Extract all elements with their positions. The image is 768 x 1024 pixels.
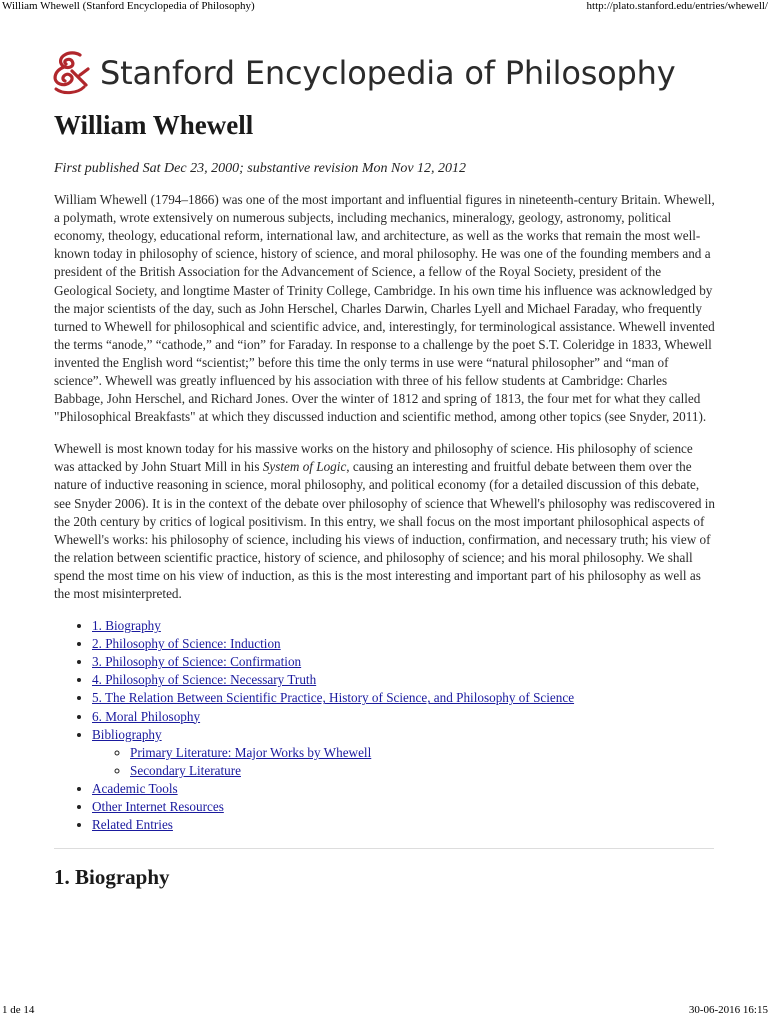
toc-item	[92, 798, 716, 816]
toc-link-other-resources[interactable]: Other Internet Resources	[92, 799, 224, 815]
toc-item	[92, 671, 716, 689]
section-heading-biography: 1. Biography	[54, 865, 170, 890]
entry-title: William Whewell	[54, 110, 254, 140]
toc-link-biography[interactable]: 1. Biography	[92, 618, 161, 634]
toc-link-bibliography[interactable]: Bibliography	[92, 726, 162, 742]
toc-item	[92, 708, 716, 726]
toc-item	[92, 653, 716, 671]
print-footer	[0, 1004, 768, 1020]
toc-item	[92, 726, 716, 780]
sep-logo-icon[interactable]	[50, 51, 92, 95]
toc-subitem	[130, 744, 716, 762]
section-divider	[54, 848, 714, 849]
preamble-paragraph-2	[54, 440, 716, 603]
toc-item	[92, 689, 716, 707]
toc-link-necessary-truth[interactable]: 4. Philosophy of Science: Necessary Truth	[92, 672, 317, 688]
toc-link-secondary-literature[interactable]: Secondary Literature	[130, 762, 241, 778]
toc-item	[92, 816, 716, 834]
toc-item	[92, 780, 716, 798]
publication-info: First published Sat Dec 23, 2000; substantive revision Mon Nov 12, 2012	[54, 161, 467, 177]
toc-link-related-entries[interactable]: Related Entries	[92, 817, 173, 833]
print-header-title: William Whewell (Stanford Encyclopedia of Philosophy)	[2, 0, 255, 12]
toc-link-relation[interactable]: 5. The Relation Between Scientific Practice, History of Science, and Philosophy of Science	[92, 690, 575, 706]
print-header-url: http://plato.stanford.edu/entries/whewell/	[586, 0, 768, 12]
toc-link-primary-literature[interactable]: Primary Literature: Major Works by Whewell	[130, 744, 372, 760]
site-header[interactable]	[50, 48, 676, 98]
print-footer-datetime: 30-06-2016 16:15	[688, 1004, 768, 1016]
toc-subitem	[130, 762, 716, 780]
book-title-system-of-logic: System of Logic	[262, 459, 347, 475]
toc-link-academic-tools[interactable]: Academic Tools	[92, 780, 178, 796]
site-name[interactable]: Stanford Encyclopedia of Philosophy	[100, 54, 676, 92]
para2-text-before: Whewell is most known today for his massive works on the history and philosophy of science. His philosophy of science was attacked by John Stuart Mill in his	[54, 441, 693, 475]
print-header	[0, 0, 768, 16]
toc-link-induction[interactable]: 2. Philosophy of Science: Induction	[92, 636, 281, 652]
toc-item	[92, 617, 716, 635]
toc-link-confirmation[interactable]: 3. Philosophy of Science: Confirmation	[92, 654, 302, 670]
entry-content	[54, 100, 716, 890]
toc-item	[92, 635, 716, 653]
toc-sublist-bibliography	[92, 744, 716, 780]
toc-link-moral-philosophy[interactable]: 6. Moral Philosophy	[92, 708, 201, 724]
para2-text-after: , causing an interesting and fruitful debate between them over the nature of inductive reasoning in science, moral philosophy, and political economy (for a detailed discussion of this debate, see Snyder 2006). It is in the context of the debate over philosophy of science that Whewell's philosophy was rediscovered in the 20th century by critics of logical positivism. In this entry, we shall focus on the most important philosophical aspects of Whewell's works: his philosophy of science, including his views of induction, confirmation, and necessary truth; his view of the relation between scientific practice, history of science, and philosophy of science; and his moral philosophy. We shall spend the most time on his view of induction, as this is the most interesting and important part of his philosophy as well as the most misinterpreted.	[54, 459, 715, 602]
preamble-paragraph-1: William Whewell (1794–1866) was one of the most important and influential figures in nineteenth-century Britain. Whewell, a polymath, wrote extensively on numerous subjects, including mechanics, mineralogy, geology, astronomy, political economy, theology, educational reform, international law, and architecture, as well as the works that remain the most well-known today in philosophy of science, history of science, and moral philosophy. He was one of the founding members and a president of the British Association for the Advancement of Science, a fellow of the Royal Society, president of the Geological Society, and longtime Master of Trinity College, Cambridge. In his own time his influence was acknowledged by the major scientists of the day, such as John Herschel, Charles Darwin, Charles Lyell and Michael Faraday, who frequently turned to Whewell for philosophical and scientific advice, and, interestingly, for terminological assistance. Whewell invented the terms “anode,” “cathode,” and “ion” for Faraday. In response to a challenge by the poet S.T. Coleridge in 1833, Whewell invented the English word “scientist;” before this time the only terms in use were “natural philosopher” and “man of science”. Whewell was greatly influenced by his association with three of his fellow students at Cambridge: Charles Babbage, John Herschel, and Richard Jones. Over the winter of 1812 and spring of 1813, the four met for what they called "Philosophical Breakfasts" at which they discussed induction and scientific method, among other topics (see Snyder, 2011).	[54, 192, 715, 425]
print-footer-page: 1 de 14	[2, 1004, 35, 1016]
table-of-contents	[54, 617, 716, 834]
